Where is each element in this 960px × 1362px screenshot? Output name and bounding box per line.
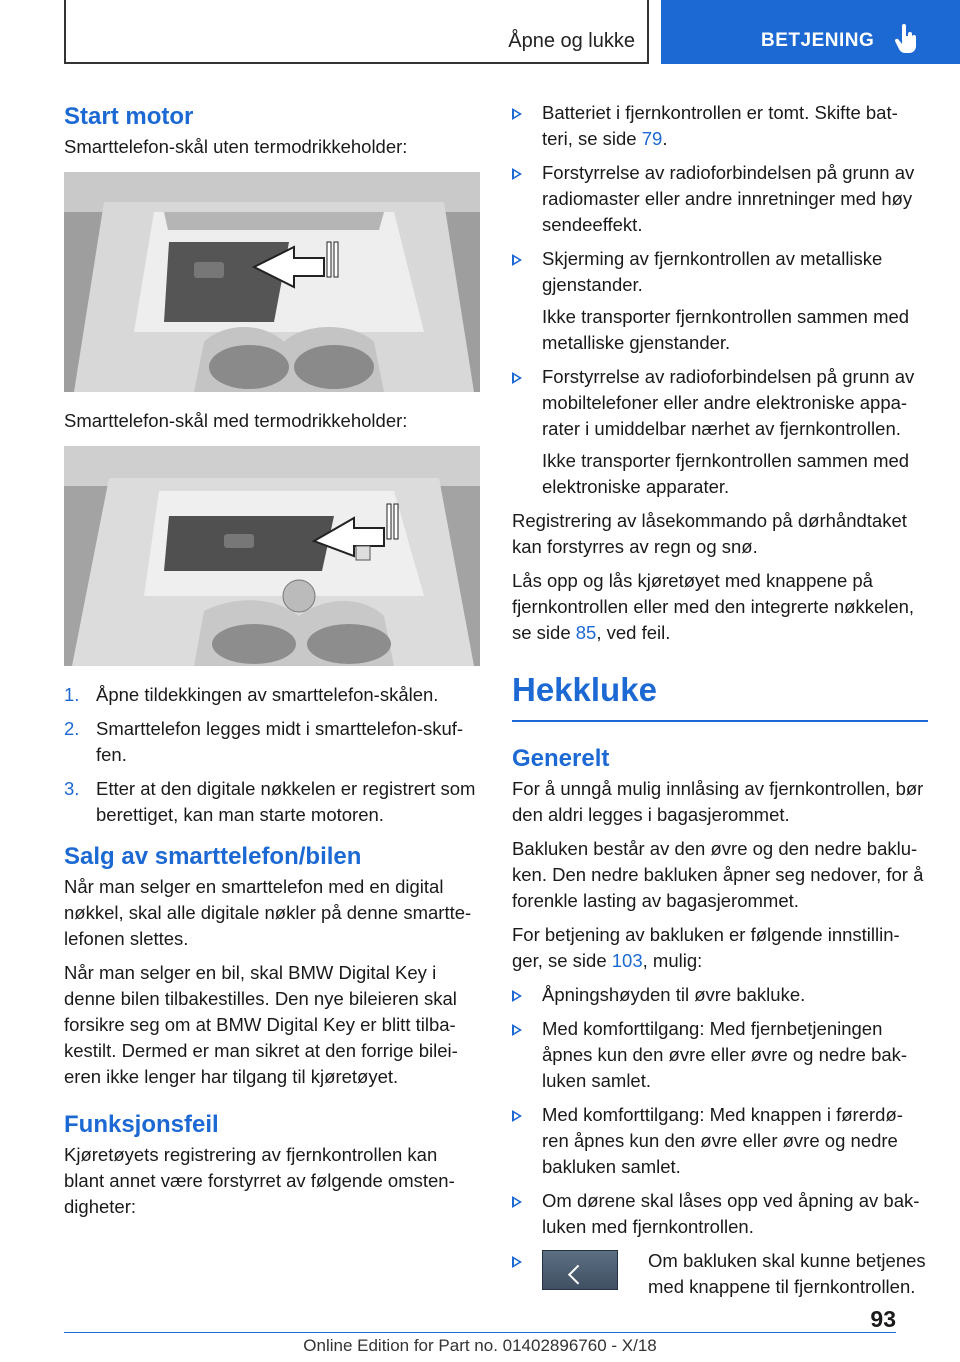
triangle-bullet-icon: [512, 990, 522, 1002]
list-item: [512, 1016, 928, 1094]
triangle-bullet-icon: [512, 254, 522, 266]
triangle-bullet-icon: [512, 1196, 522, 1208]
footer-edition: Online Edition for Part no. 01402896760 - X/18: [303, 1336, 657, 1355]
triangle-bullet-icon: [512, 168, 522, 180]
paragraph-text: , mulig:: [642, 950, 703, 971]
page-link[interactable]: 103: [611, 950, 643, 971]
paragraph: Når man selger en smarttelefon med en digital nøkkel, skal alle digitale nøkler på denne smartte-lefonen slettes.: [64, 876, 472, 949]
start-steps-list: [64, 682, 482, 828]
phone-tray-image: [64, 172, 480, 392]
start-motor-heading: Start motor: [64, 103, 194, 130]
paragraph: Når man selger en bil, skal BMW Digital Key i denne bilen tilbakestilles. Den nye bileieren skal forsikre seg om at BMW Digital Key er blitt tilba-kestilt. Dermed er man sikret at den forrige bilei-eren ikke lenger har tilgang til kjøretøyet.: [64, 962, 458, 1087]
list-item: [512, 364, 928, 500]
list-item: [512, 1188, 928, 1240]
figure-caption: Smarttelefon-skål uten termodrikkeholder:: [64, 136, 408, 157]
triangle-bullet-icon: [512, 108, 522, 120]
general-heading: Generelt: [512, 745, 610, 772]
step-text: Etter at den digitale nøkkelen er registrert som berettiget, kan man starte motoren.: [96, 778, 476, 825]
left-column: [64, 100, 482, 1228]
chapter-tab-label: BETJENING: [761, 30, 875, 51]
triangle-bullet-icon: [512, 372, 522, 384]
hekkluke-heading: Hekkluke: [512, 668, 928, 722]
list-item: [512, 100, 928, 152]
list-item: [64, 682, 482, 708]
triangle-bullet-icon: [512, 1110, 522, 1122]
bullet-text: Om bakluken skal kunne betjenes med knappene til fjernkontrollen.: [648, 1250, 926, 1297]
list-item: [64, 716, 482, 768]
step-number: 3.: [64, 778, 80, 799]
figure-caption: Smarttelefon-skål med termodrikkeholder:: [64, 410, 408, 431]
header-section-box: [64, 0, 649, 64]
paragraph: Registrering av låsekommando på dørhåndtaket kan forstyrres av regn og snø.: [512, 510, 907, 557]
bullet-text: Forstyrrelse av radioforbindelsen på grunn av radiomaster eller andre innretninger med høy sendeeffekt.: [542, 162, 915, 235]
bullet-text: Skjerming av fjernkontrollen av metalliske gjenstander.: [542, 248, 883, 295]
section-title: Åpne og lukke: [508, 30, 635, 52]
bullet-subtext: Ikke transporter fjernkontrollen sammen med metalliske gjenstander.: [542, 306, 910, 353]
paragraph: Kjøretøyets registrering av fjernkontrollen kan blant annet være forstyrret av følgende omsten-digheter:: [64, 1144, 455, 1217]
triangle-bullet-icon: [512, 1256, 522, 1268]
list-item: [512, 1248, 928, 1300]
bullet-subtext: Ikke transporter fjernkontrollen sammen med elektroniske apparater.: [542, 450, 910, 497]
list-item: [512, 160, 928, 238]
paragraph: For å unngå mulig innlåsing av fjernkontrollen, bør den aldri legges i bagasjerommet.: [512, 778, 924, 825]
list-item: [512, 982, 928, 1008]
list-item: [512, 1102, 928, 1180]
page-link[interactable]: 79: [641, 128, 663, 149]
triangle-bullet-icon: [512, 1024, 522, 1036]
paragraph: [512, 568, 928, 646]
paragraph-text: , ved feil.: [596, 622, 671, 643]
step-number: 2.: [64, 718, 80, 739]
bullet-text: Batteriet i fjernkontrollen er tomt. Skifte bat-teri, se side: [542, 102, 898, 149]
step-text: Smarttelefon legges midt i smarttelefon-skuf-fen.: [96, 718, 464, 765]
fault-causes-list: [512, 100, 928, 500]
bullet-text: Om dørene skal låses opp ved åpning av bak-luken med fjernkontrollen.: [542, 1190, 920, 1237]
sale-heading: Salg av smarttelefon/bilen: [64, 843, 362, 870]
page-number: 93: [870, 1306, 896, 1332]
bullet-text: Med komforttilgang: Med knappen i førerdø-ren åpnes kun den øvre eller øvre og nedre bakluken samlet.: [542, 1104, 903, 1177]
bullet-text: Forstyrrelse av radioforbindelsen på grunn av mobiltelefoner eller andre elektroniske appa-rater i umiddelbar nærhet av fjernkontrollen.: [542, 366, 915, 439]
paragraph-text: For betjening av bakluken er følgende innstillin-ger, se side: [512, 924, 900, 971]
hand-pointer-icon: [894, 24, 920, 54]
bullet-text: .: [662, 128, 668, 149]
settings-list: [512, 982, 928, 1300]
list-item: [512, 246, 928, 356]
paragraph: [512, 922, 928, 974]
bullet-text: Med komforttilgang: Med fjernbetjeningen åpnes kun den øvre eller øvre og nedre bak-luken samlet.: [542, 1018, 908, 1091]
paragraph: Bakluken består av den øvre og den nedre baklu-ken. Den nedre bakluken åpner seg nedover, for å forenkle lasting av bagasjerommet.: [512, 838, 924, 911]
paragraph-text: Lås opp og lås kjøretøyet med knappene på fjernkontrollen eller med den integrerte nøkkelen, se side: [512, 570, 915, 643]
fault-heading: Funksjonsfeil: [64, 1111, 219, 1138]
step-text: Åpne tildekkingen av smarttelefon-skålen.: [96, 684, 439, 705]
phone-tray-thermo-image: [64, 446, 480, 666]
bullet-text: Åpningshøyden til øvre bakluke.: [542, 984, 806, 1005]
footer-divider: [64, 1332, 896, 1333]
right-column: [512, 100, 928, 1308]
list-item: [64, 776, 482, 828]
tailgate-button-icon: [542, 1250, 618, 1290]
step-number: 1.: [64, 684, 80, 705]
page-link[interactable]: 85: [575, 622, 597, 643]
